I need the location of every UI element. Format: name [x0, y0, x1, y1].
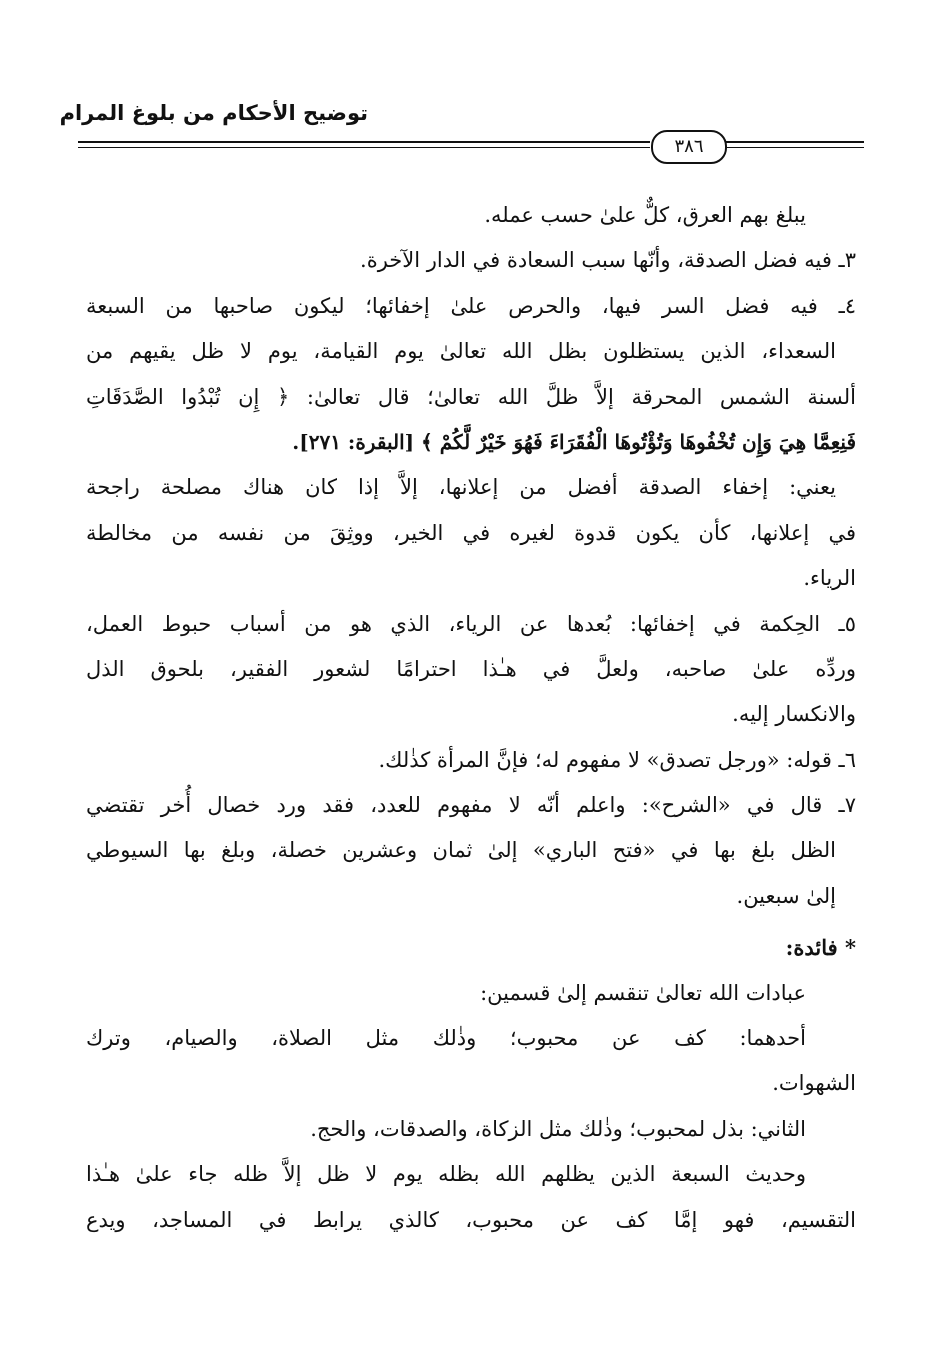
text-line: وردِّه علىٰ صاحبه، ولعلَّ في هـٰذا احترامًا لشعور الفقير، بلحوق الذل: [86, 656, 856, 681]
text-line: ٥ـ الحِكمة في إخفائها: بُعدها عن الرياء، الذي هو من أسباب حبوط العمل،: [86, 611, 856, 636]
text-line: عبادات الله تعالىٰ تنقسم إلىٰ قسمين:: [480, 980, 806, 1005]
text-line: التقسيم، فهو إمَّا كف عن محبوب، كالذي يرابط في المساجد، ويدع: [86, 1207, 856, 1232]
text-line: السعداء، الذين يستظلون بظل الله تعالىٰ يوم القيامة، يوم لا ظل يقيهم من: [86, 339, 836, 364]
text-line: ٤ـ فيه فضل السر فيها، والحرص علىٰ إخفائها؛ ليكون صاحبها من السبعة: [86, 293, 856, 318]
text-line: يبلغ بهم العرق، كلٌّ علىٰ حسب عمله.: [484, 203, 806, 227]
section-heading-faida: * فائدة:: [785, 935, 856, 961]
quran-verse-line: ألسنة الشمس المحرقة إلاَّ ظلَّ الله تعالىٰ؛ قال تعالىٰ: ﴿ إِن تُبْدُوا الصَّدَقَاتِ: [86, 384, 856, 409]
text-line: إلىٰ سبعين.: [736, 883, 836, 908]
text-line: وحديث السبعة الذين يظلهم الله بظله يوم لا ظل إلاَّ ظله جاء علىٰ هـٰذا: [86, 1162, 806, 1187]
text-line: الرياء.: [803, 566, 856, 591]
text-line: الثاني: بذل لمحبوب؛ وذٰلك مثل الزكاة، والصدقات، والحج.: [310, 1116, 806, 1141]
header-rule-left-bottom: [78, 147, 650, 148]
header-rule-left-top: [78, 141, 650, 143]
text-line: ٧ـ قال في «الشرح»: واعلم أنّه لا مفهوم للعدد، فقد ورد خصال أُخر تقتضي: [86, 793, 856, 818]
text-line: الظل بلغ بها في «فتح الباري» إلىٰ ثمان وعشرين خصلة، وبلغ بها السيوطي: [86, 838, 836, 863]
header-rule-right-bottom: [726, 147, 864, 148]
text-line: أحدهما: كف عن محبوب؛ وذٰلك مثل الصلاة، والصيام، وترك: [86, 1026, 806, 1051]
text-line: يعني: إخفاء الصدقة أفضل من إعلانها، إلاَّ إذا كان هناك مصلحة راجحة: [86, 475, 836, 500]
header-rule-right-top: [726, 141, 864, 143]
page-body: [86, 193, 856, 1243]
text-line: ٣ـ فيه فضل الصدقة، وأنّها سبب السعادة في الدار الآخرة.: [360, 248, 856, 273]
quran-verse-line: فَنِعِمَّا هِيَ وَإِن تُخْفُوهَا وَتُؤْتُوهَا الْفُقَرَاءَ فَهُوَ خَيْرٌ لَّكُمْ ﴾ [البقرة: ٢٧١].: [292, 429, 856, 454]
text-line: ٦ـ قوله: «ورجل تصدق» لا مفهوم له؛ فإنَّ المرأة كذٰلك.: [378, 747, 856, 772]
text-line: في إعلانها، كأن يكون قدوة لغيره في الخير، ووثِقَ من نفسه من مخالطة: [86, 520, 856, 545]
page-number-badge: ٣٨٦: [651, 130, 727, 164]
text-line: الشهوات.: [772, 1071, 856, 1096]
text-line: والانكسار إليه.: [732, 702, 856, 727]
running-header-title: توضيح الأحكام من بلوغ المرام: [59, 101, 368, 125]
